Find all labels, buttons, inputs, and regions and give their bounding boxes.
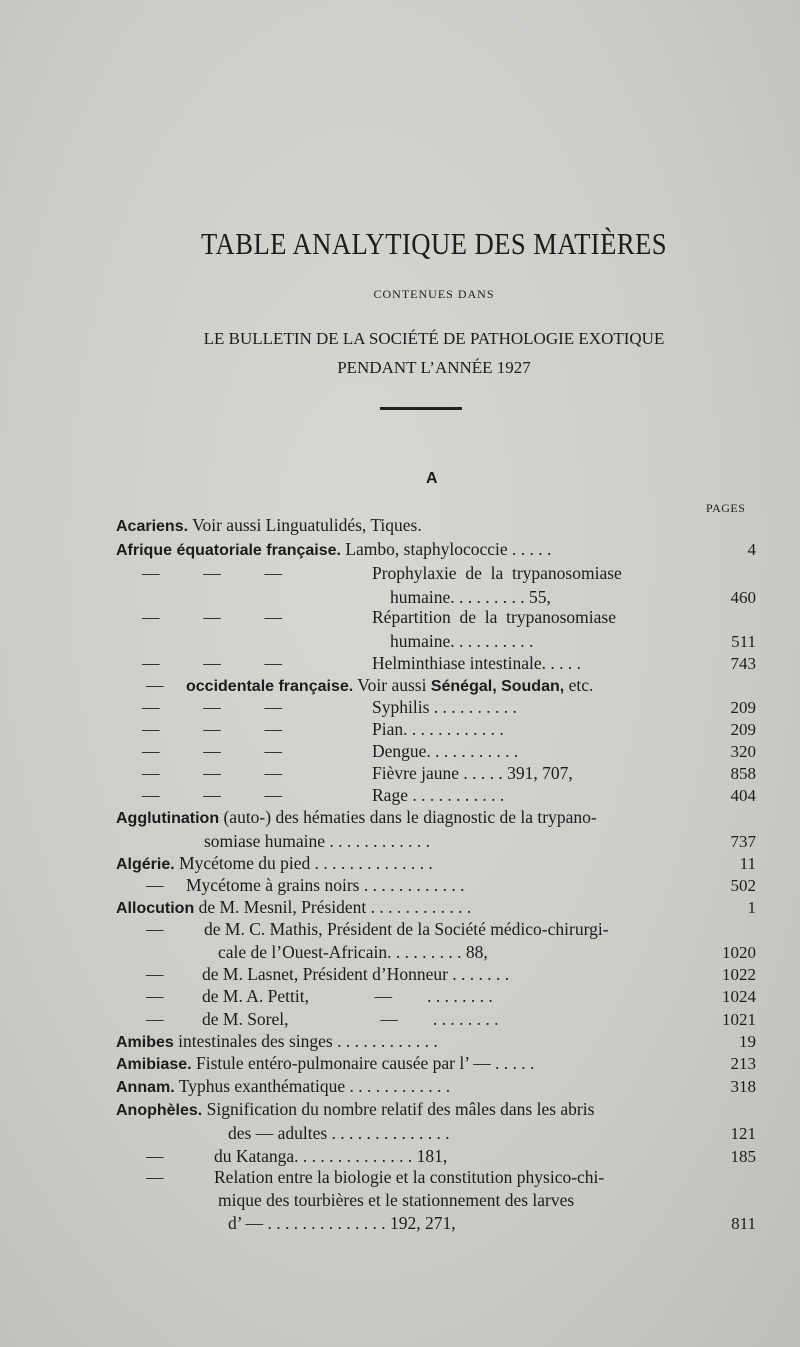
entry-description: Dengue. . . . . . . . . . . (372, 741, 519, 761)
ditto-dash: — — — (142, 653, 282, 673)
entry-description: Relation entre la biologie et la constitution physico-chi- (214, 1167, 605, 1187)
entry-text (116, 806, 597, 828)
entry-description: d’ — . . . . . . . . . . . . . . 192, 271, (228, 1213, 456, 1233)
page-number: 4 (747, 540, 756, 559)
entry-description: de M. A. Pettit, — . . . . . . . . (202, 986, 493, 1006)
page-number: 318 (730, 1077, 756, 1096)
ditto-dash: — — — (142, 741, 282, 761)
entry-keyword: Acariens. (116, 518, 189, 535)
ditto-dash: — (146, 986, 164, 1006)
entry-description: Voir aussi Linguatulidés, Tiques. (188, 515, 422, 535)
entry-description: Typhus exanthématique . . . . . . . . . . . . (174, 1076, 451, 1096)
entry-keyword: occidentale française. (186, 678, 354, 695)
page-number: 743 (730, 654, 756, 673)
page-number: 1021 (722, 1010, 756, 1029)
ditto-dash: — — — (142, 697, 282, 717)
subtitle: CONTENUES DANS (373, 287, 495, 301)
ditto-dash: — — — (142, 785, 282, 805)
entry-description: de M. Sorel, — . . . . . . . . (202, 1009, 499, 1029)
entry-text (218, 941, 488, 963)
entry-text (116, 852, 433, 874)
entry-description: mique des tourbières et le stationnement des larves (218, 1190, 575, 1210)
entry-text (204, 830, 430, 852)
page-number: 1022 (722, 965, 756, 984)
entry-text (228, 1212, 456, 1234)
entry-keyword: Amibiase. (116, 1056, 192, 1073)
page-number: 1024 (722, 987, 756, 1006)
entry-keyword: Amibes (116, 1034, 174, 1051)
page-number: 511 (731, 632, 756, 651)
ditto-dash: — (146, 1146, 164, 1166)
entry-text (202, 963, 509, 985)
entry-description: humaine. . . . . . . . . 55, (390, 587, 551, 607)
entry-description: (auto-) des hématies dans le diagnostic de la trypano- (219, 807, 597, 827)
entry-text (204, 918, 609, 940)
entry-crossref: Sénégal, Soudan, (430, 678, 565, 695)
entry-text (116, 896, 471, 918)
ditto-dash: — (146, 675, 164, 695)
page-number: 460 (730, 588, 756, 607)
entry-text (214, 1166, 604, 1188)
entry-text (372, 606, 616, 628)
page-number: 1 (747, 898, 756, 917)
entry-text (202, 985, 493, 1007)
entry-text (390, 586, 551, 608)
page-number: 209 (730, 698, 756, 717)
page-number: 811 (731, 1214, 756, 1233)
entry-description: Répartition de la trypanosomiase (372, 607, 616, 627)
entry-description: Fièvre jaune . . . . . 391, 707, (372, 763, 573, 783)
page-number: 11 (739, 854, 756, 873)
entry-keyword: Annam. (116, 1079, 175, 1096)
entry-description: de M. Mesnil, Président . . . . . . . . . . . . (194, 897, 472, 917)
entry-text (186, 674, 593, 696)
entry-text (116, 1075, 450, 1097)
entry-text (372, 784, 504, 806)
entry-text (372, 718, 504, 740)
entry-description: Voir aussi (353, 675, 431, 695)
year-line: PENDANT L’ANNÉE 1927 (337, 358, 531, 377)
entry-description: Rage . . . . . . . . . . . (372, 785, 505, 805)
page-number: 320 (730, 742, 756, 761)
page-number: 185 (730, 1147, 756, 1166)
page-number: 1020 (722, 943, 756, 962)
ditto-dash: — (146, 919, 164, 939)
page-number: 209 (730, 720, 756, 739)
pages-column-label: PAGES (706, 501, 746, 515)
entry-text (372, 740, 518, 762)
ditto-dash: — — — (142, 607, 282, 627)
entry-keyword: Agglutination (116, 810, 220, 827)
entry-text (214, 1145, 447, 1167)
entry-description: Helminthiase intestinale. . . . . (372, 653, 581, 673)
entry-text (116, 1098, 594, 1120)
ditto-dash: — (146, 875, 164, 895)
page-number: 404 (730, 786, 756, 805)
entry-description: intestinales des singes . . . . . . . . . . . . (173, 1031, 438, 1051)
ditto-dash: — — — (142, 719, 282, 739)
entry-text (202, 1008, 499, 1030)
entry-description: des — adultes . . . . . . . . . . . . . . (228, 1123, 450, 1143)
title-rule (380, 407, 462, 410)
entry-description-tail: etc. (564, 675, 594, 695)
page-number: 858 (730, 764, 756, 783)
entry-text (228, 1122, 450, 1144)
page-number: 502 (730, 876, 756, 895)
entry-description: Mycétome à grains noirs . . . . . . . . . . . . (186, 875, 465, 895)
entry-description: Lambo, staphylococcie . . . . . (340, 539, 552, 559)
entry-description: Fistule entéro-pulmonaire causée par l’ — . . . . . (191, 1053, 535, 1073)
entry-keyword: Afrique équatoriale française. (116, 542, 341, 559)
entry-description: Pian. . . . . . . . . . . . (372, 719, 504, 739)
page-number: 213 (730, 1054, 756, 1073)
entry-description: Syphilis . . . . . . . . . . (372, 697, 517, 717)
entry-description: cale de l’Ouest-Africain. . . . . . . . . 88, (218, 942, 488, 962)
entry-description: Prophylaxie de la trypanosomiase (372, 563, 622, 583)
entry-text (116, 538, 551, 560)
ditto-dash: — — — (142, 763, 282, 783)
page-number: 121 (730, 1124, 756, 1143)
entry-text (372, 652, 581, 674)
entry-text (372, 696, 517, 718)
entry-description: du Katanga. . . . . . . . . . . . . . 181, (214, 1146, 448, 1166)
entry-text (390, 630, 533, 652)
entry-text (372, 762, 573, 784)
ditto-dash: — (146, 1009, 164, 1029)
entry-text (116, 514, 422, 536)
section-letter: A (426, 470, 438, 487)
entry-description: humaine. . . . . . . . . . (390, 631, 534, 651)
entry-text (186, 874, 465, 896)
entry-description: de M. C. Mathis, Président de la Société médico-chirurgi- (204, 919, 609, 939)
entry-text (372, 562, 622, 584)
entry-text (116, 1030, 438, 1052)
entry-keyword: Anophèles. (116, 1102, 203, 1119)
entry-text (116, 1052, 534, 1074)
entry-description: somiase humaine . . . . . . . . . . . . (204, 831, 431, 851)
entry-description: Signification du nombre relatif des mâles dans les abris (202, 1099, 595, 1119)
page-title: TABLE ANALYTIQUE DES MATIÈRES (200, 226, 668, 261)
entry-text (218, 1189, 574, 1211)
ditto-dash: — — — (142, 563, 282, 583)
entry-description: de M. Lasnet, Président d’Honneur . . . . . . . (202, 964, 510, 984)
entry-description: Mycétome du pied . . . . . . . . . . . . . . (174, 853, 433, 873)
ditto-dash: — (146, 1167, 164, 1187)
entry-keyword: Allocution (116, 900, 195, 917)
page-number: 19 (739, 1032, 756, 1051)
entry-keyword: Algérie. (116, 856, 175, 873)
ditto-dash: — (146, 964, 164, 984)
bulletin-line: LE BULLETIN DE LA SOCIÉTÉ DE PATHOLOGIE EXOTIQUE (203, 329, 665, 348)
page-number: 737 (730, 832, 756, 851)
